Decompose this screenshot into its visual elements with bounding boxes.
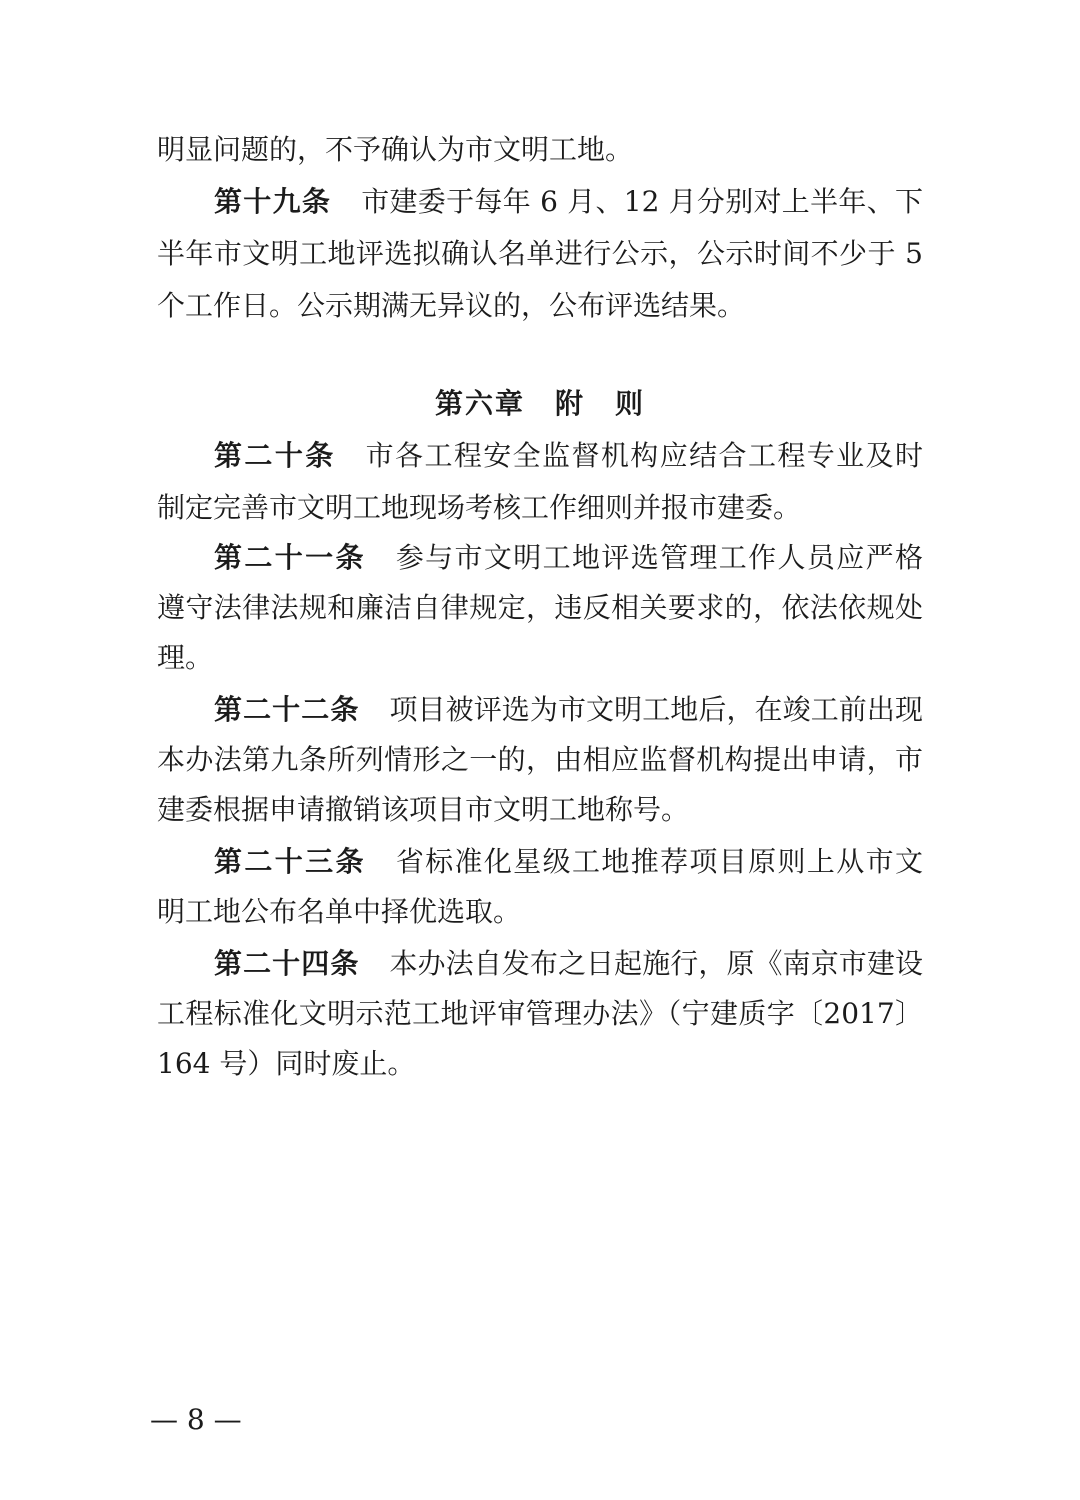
article-23-line [214, 836, 923, 888]
paragraph-line: 工程标准化文明示范工地评审管理办法》（宁建质字〔2017〕 [157, 997, 923, 1030]
article-22-line [214, 684, 923, 736]
article-22-text: 项目被评选为市文明工地后，在竣工前出现 [389, 693, 923, 726]
article-20-line [214, 430, 923, 482]
article-20-heading: 第二十条 [214, 439, 336, 472]
article-24-heading: 第二十四条 [214, 947, 360, 980]
page-number: — 8 — [150, 1403, 242, 1436]
paragraph-line: 本办法第九条所列情形之一的，由相应监督机构提出申请，市 [157, 743, 923, 776]
article-22-heading: 第二十二条 [214, 693, 360, 726]
chapter-heading: 第六章 附 则 [434, 387, 645, 420]
article-19-text: 市建委于每年 6 月、12 月分别对上半年、下 [361, 185, 923, 218]
article-19-heading: 第十九条 [214, 185, 332, 218]
article-24-line [214, 938, 923, 990]
paragraph-line: 明工地公布名单中择优选取。 [157, 895, 522, 928]
paragraph-line: 164 号）同时废止。 [157, 1047, 416, 1080]
article-23-text: 省标准化星级工地推荐项目原则上从市文 [395, 845, 923, 878]
paragraph-line: 制定完善市文明工地现场考核工作细则并报市建委。 [157, 491, 802, 524]
paragraph-line: 遵守法律法规和廉洁自律规定，违反相关要求的，依法依规处 [157, 591, 923, 624]
article-21-heading: 第二十一条 [214, 541, 366, 574]
paragraph-line: 个工作日。公示期满无异议的，公布评选结果。 [157, 289, 746, 322]
paragraph-line: 半年市文明工地评选拟确认名单进行公示，公示时间不少于 5 [157, 237, 923, 270]
article-19-line [214, 176, 923, 228]
paragraph-line: 建委根据申请撤销该项目市文明工地称号。 [157, 793, 690, 826]
paragraph-line: 理。 [157, 641, 214, 674]
article-20-text: 市各工程安全监督机构应结合工程专业及时 [365, 439, 923, 472]
article-21-text: 参与市文明工地评选管理工作人员应严格 [395, 541, 923, 574]
paragraph-line: 明显问题的，不予确认为市文明工地。 [157, 133, 634, 166]
article-23-heading: 第二十三条 [214, 845, 366, 878]
article-21-line [214, 532, 923, 584]
article-24-text: 本办法自发布之日起施行，原《南京市建设 [389, 947, 923, 980]
